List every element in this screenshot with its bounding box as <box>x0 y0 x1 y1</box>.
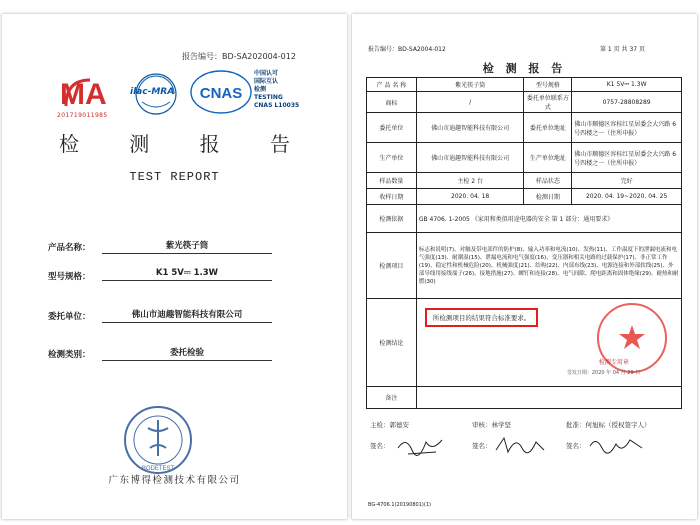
client-value: 佛山市迪趣智能科技有限公司 <box>102 308 272 323</box>
client-name-value: 佛山市迪趣智能科技有限公司 <box>416 113 524 143</box>
table-row <box>367 113 682 143</box>
conclusion-label: 检测结论 <box>367 299 417 387</box>
signer-approve: 批准：何旭标（授权签字人） 签名： <box>566 421 651 450</box>
maker-label: 生产单位 <box>367 143 417 173</box>
stamp-label: 检测专用章 <box>598 359 629 366</box>
signature-main-icon <box>396 434 446 456</box>
ilac-mra-label: ilac-MRA <box>130 87 175 97</box>
cnas-side-text: 中国认可 国际互认 检测 TESTING CNAS L10035 <box>254 70 300 109</box>
report-table <box>366 77 682 409</box>
client-address-label: 委托单位地址 <box>524 113 572 143</box>
table-row <box>367 233 682 299</box>
svg-text:CNAS: CNAS <box>199 85 243 102</box>
model-label: 型号规格： <box>48 272 91 282</box>
form-number: BG-4706.1(20190801)(1) <box>368 502 431 508</box>
remark-label: 备注 <box>367 387 417 409</box>
cover-title-cn: 检 测 报 告 <box>58 132 313 156</box>
maker-address-label: 生产单位地址 <box>524 143 572 173</box>
client-label: 委托单位： <box>48 312 91 322</box>
cover-title-en: TEST REPORT <box>129 170 220 184</box>
client-phone-value: 0757-28808289 <box>572 92 682 113</box>
table-row <box>367 189 682 205</box>
trademark-label: 商标 <box>367 92 417 113</box>
conclusion-text: 所检测项目的结果符合标准要求。 <box>425 308 539 327</box>
bodetest-seal-icon <box>122 404 194 476</box>
test-date-value: 2020. 04. 19~2020. 04. 25 <box>572 189 682 205</box>
sign-date: 签发日期：2020 年 04 月 29 日 <box>566 370 641 376</box>
table-row <box>367 78 682 92</box>
items-label: 检测项目 <box>367 233 417 299</box>
model-value: K1 5V⎓ 1.3W <box>572 78 682 92</box>
detail-title: 检 测 报 告 <box>482 62 567 75</box>
qty-value: 主检 2 台 <box>416 173 524 189</box>
client-phone-label: 委托单位联系方式 <box>524 92 572 113</box>
product-name-value: 紫光筷子筒 <box>102 239 272 254</box>
ilac-logo-icon <box>132 72 180 122</box>
client-address-value: 佛山市顺德区容桂红星居委会大兴路 6 号四楼之一（住所申报） <box>572 113 682 143</box>
signer-main: 主检：郭德安 签名： <box>370 421 409 450</box>
signer-review: 审核：林学坚 签名： <box>472 421 511 450</box>
state-value: 完好 <box>572 173 682 189</box>
signature-review-icon <box>494 434 546 456</box>
report-cover-page <box>2 14 347 519</box>
cma-logo-icon <box>60 76 122 110</box>
qty-label: 样品数量 <box>367 173 417 189</box>
product-label: 产 品 名 称 <box>367 78 417 92</box>
detail-report-number: 报告编号：BD-SA2004-012 <box>368 46 446 53</box>
trademark-value: / <box>416 92 524 113</box>
test-date-label: 检测日期 <box>524 189 572 205</box>
state-label: 样品状态 <box>524 173 572 189</box>
svg-text:MA: MA <box>60 78 107 110</box>
product-name-label: 产品名称： <box>48 243 91 253</box>
remark-value <box>416 387 681 409</box>
items-value: 标志和说明(7)、对触及带电部件的防护(8)、输入功率和电流(10)、发热(11)、工作温度下的泄漏电流和电气强度(13)、耐潮湿(15)、泄漏电流和电气强度(16)、变压器和相关电路的过载保护(17)、非正常工作(19)、稳定性和机械危险(20)、机械强度(21)、结构(22)、内部布线(23)、电源连接和外部软线(25)、外部导线用接线端子(26)、接地措施(27)、螺钉和连接(28)、电气间隙、爬电距离和固体绝缘(29)、耐热和耐燃(30) <box>416 233 681 299</box>
test-type-value: 委托检验 <box>102 346 272 361</box>
test-type-label: 检测类别： <box>48 350 91 360</box>
page-indicator: 第 1 页 共 37 页 <box>600 46 645 53</box>
basis-label: 检测依据 <box>367 205 417 233</box>
svg-text:BODETEST: BODETEST <box>141 466 175 472</box>
table-row <box>367 205 682 233</box>
maker-value: 佛山市迪趣智能科技有限公司 <box>416 143 524 173</box>
table-row <box>367 387 682 409</box>
table-row <box>367 173 682 189</box>
signature-approve-icon <box>588 434 644 456</box>
cover-company-name: 广东博得检测技术有限公司 <box>108 475 241 486</box>
product-value: 紫光筷子筒 <box>416 78 524 92</box>
table-row <box>367 143 682 173</box>
table-row <box>367 299 682 387</box>
client-label: 委托单位 <box>367 113 417 143</box>
cover-report-number: 报告编号：BD-SA202004-012 <box>182 52 296 61</box>
table-row <box>367 92 682 113</box>
maker-address-value: 佛山市顺德区容桂红星居委会大兴路 6 号四楼之一（住所申报） <box>572 143 682 173</box>
cnas-logo-icon <box>190 70 252 116</box>
report-detail-page <box>352 14 697 519</box>
model-value: K1 5V⎓ 1.3W <box>102 268 272 281</box>
receive-date-value: 2020. 04. 18 <box>416 189 524 205</box>
conclusion-cell <box>416 299 681 387</box>
basis-value: GB 4706. 1-2005 《家用和类似用途电器的安全 第 1 部分：通用要求》 <box>416 205 681 233</box>
receive-date-label: 收样日期 <box>367 189 417 205</box>
cma-number: 201719011985 <box>57 112 108 119</box>
model-label: 型号规格 <box>524 78 572 92</box>
